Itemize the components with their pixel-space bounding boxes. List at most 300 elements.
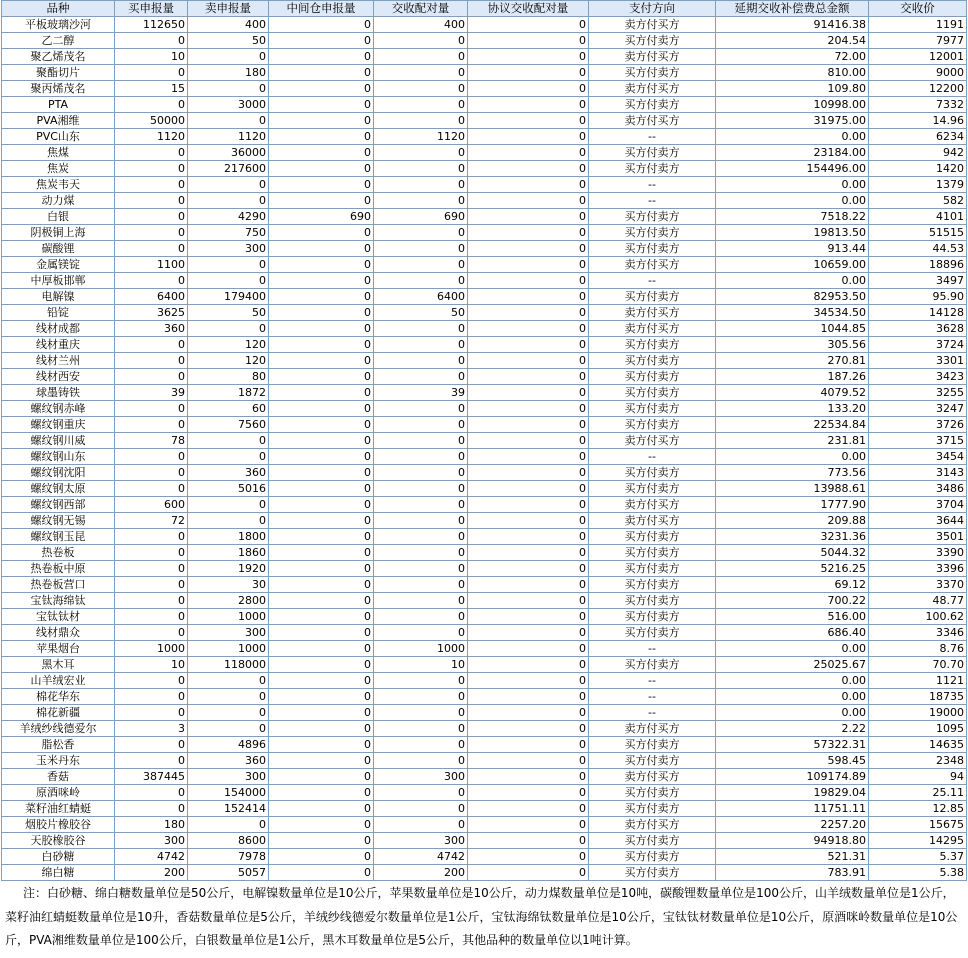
cell-intermediate-declared: 0 (269, 65, 374, 81)
cell-buy-declared: 0 (115, 177, 188, 193)
cell-agreement-matched-qty: 0 (468, 833, 589, 849)
cell-buy-declared: 0 (115, 449, 188, 465)
cell-delivery-price: 1191 (869, 17, 967, 33)
cell-variety: 焦炭 (2, 161, 115, 177)
table-row (2, 417, 967, 433)
cell-compensation-amount: 0.00 (716, 705, 869, 721)
cell-buy-declared: 0 (115, 33, 188, 49)
table-row (2, 657, 967, 673)
cell-agreement-matched-qty: 0 (468, 497, 589, 513)
cell-agreement-matched-qty: 0 (468, 737, 589, 753)
cell-intermediate-declared: 0 (269, 33, 374, 49)
cell-sell-declared: 120 (188, 353, 269, 369)
table-row (2, 529, 967, 545)
table-row (2, 241, 967, 257)
cell-sell-declared: 0 (188, 449, 269, 465)
cell-sell-declared: 217600 (188, 161, 269, 177)
cell-variety: 热卷板中原 (2, 561, 115, 577)
cell-variety: PVC山东 (2, 129, 115, 145)
cell-payment-direction: 卖方付买方 (589, 721, 716, 737)
cell-delivery-price: 95.90 (869, 289, 967, 305)
table-row (2, 449, 967, 465)
table-row (2, 33, 967, 49)
cell-compensation-amount: 5216.25 (716, 561, 869, 577)
cell-delivery-price: 7332 (869, 97, 967, 113)
cell-variety: 线材鼎众 (2, 625, 115, 641)
cell-payment-direction: 买方付卖方 (589, 33, 716, 49)
cell-compensation-amount: 700.22 (716, 593, 869, 609)
cell-payment-direction: -- (589, 177, 716, 193)
cell-compensation-amount: 783.91 (716, 865, 869, 881)
cell-variety: 线材西安 (2, 369, 115, 385)
cell-delivery-price: 3423 (869, 369, 967, 385)
cell-sell-declared: 0 (188, 113, 269, 129)
cell-intermediate-declared: 0 (269, 225, 374, 241)
cell-matched-qty: 0 (374, 417, 468, 433)
cell-sell-declared: 0 (188, 689, 269, 705)
cell-matched-qty: 0 (374, 113, 468, 129)
cell-variety: PVA湘维 (2, 113, 115, 129)
cell-payment-direction: 卖方付买方 (589, 497, 716, 513)
cell-matched-qty: 0 (374, 241, 468, 257)
cell-matched-qty: 0 (374, 609, 468, 625)
cell-variety: 螺纹钢川威 (2, 433, 115, 449)
cell-agreement-matched-qty: 0 (468, 593, 589, 609)
cell-sell-declared: 300 (188, 625, 269, 641)
cell-agreement-matched-qty: 0 (468, 369, 589, 385)
cell-variety: 螺纹钢赤峰 (2, 401, 115, 417)
cell-intermediate-declared: 0 (269, 641, 374, 657)
cell-matched-qty: 4742 (374, 849, 468, 865)
cell-compensation-amount: 109.80 (716, 81, 869, 97)
cell-agreement-matched-qty: 0 (468, 337, 589, 353)
cell-sell-declared: 5016 (188, 481, 269, 497)
cell-buy-declared: 360 (115, 321, 188, 337)
cell-buy-declared: 0 (115, 241, 188, 257)
cell-buy-declared: 0 (115, 529, 188, 545)
cell-matched-qty: 0 (374, 513, 468, 529)
cell-matched-qty: 0 (374, 753, 468, 769)
cell-payment-direction: 买方付卖方 (589, 145, 716, 161)
cell-compensation-amount: 0.00 (716, 273, 869, 289)
cell-variety: 阴极铜上海 (2, 225, 115, 241)
table-row (2, 481, 967, 497)
cell-variety: 热卷板营口 (2, 577, 115, 593)
cell-intermediate-declared: 0 (269, 769, 374, 785)
table-row (2, 593, 967, 609)
cell-payment-direction: 买方付卖方 (589, 481, 716, 497)
cell-buy-declared: 0 (115, 97, 188, 113)
cell-delivery-price: 3486 (869, 481, 967, 497)
cell-delivery-price: 1420 (869, 161, 967, 177)
cell-delivery-price: 3255 (869, 385, 967, 401)
table-row (2, 129, 967, 145)
cell-delivery-price: 3497 (869, 273, 967, 289)
cell-buy-declared: 0 (115, 417, 188, 433)
cell-matched-qty: 10 (374, 657, 468, 673)
cell-intermediate-declared: 0 (269, 385, 374, 401)
cell-delivery-price: 5.37 (869, 849, 967, 865)
table-row (2, 737, 967, 753)
cell-sell-declared: 300 (188, 769, 269, 785)
cell-variety: 线材兰州 (2, 353, 115, 369)
cell-delivery-price: 1121 (869, 673, 967, 689)
footnote: 注：白砂糖、绵白糖数量单位是50公斤，电解镍数量单位是10公斤，苹果数量单位是10公斤，动力煤数量单位是10吨，碳酸锂数量单位是100公斤，山羊绒数量单位是1公斤，菜籽油红蜻蜓数量单位是10升，香菇数量单位是5公斤，羊绒纱线德爱尔数量单位是1公斤，宝钛海绵钛数量单位是10公斤，宝钛钛材数量单位是10公斤，原酒咪岭数量单位是10公斤，PVA湘维数量单位是100公斤，白银数量单位是1公斤，黑木耳数量单位是5公斤，其他品种的数量单位以1吨计算。 (5, 886, 958, 947)
cell-compensation-amount: 11751.11 (716, 801, 869, 817)
cell-compensation-amount: 0.00 (716, 177, 869, 193)
header-agreement-matched-qty: 协议交收配对量 (468, 1, 589, 17)
cell-matched-qty: 0 (374, 337, 468, 353)
cell-compensation-amount: 109174.89 (716, 769, 869, 785)
cell-compensation-amount: 72.00 (716, 49, 869, 65)
cell-delivery-price: 3724 (869, 337, 967, 353)
cell-variety: PTA (2, 97, 115, 113)
cell-compensation-amount: 773.56 (716, 465, 869, 481)
cell-payment-direction: 买方付卖方 (589, 801, 716, 817)
header-intermediate-declared: 中间仓申报量 (269, 1, 374, 17)
cell-compensation-amount: 25025.67 (716, 657, 869, 673)
cell-sell-declared: 36000 (188, 145, 269, 161)
cell-buy-declared: 3625 (115, 305, 188, 321)
cell-sell-declared: 0 (188, 273, 269, 289)
cell-payment-direction: 卖方付买方 (589, 433, 716, 449)
cell-buy-declared: 0 (115, 209, 188, 225)
cell-intermediate-declared: 0 (269, 369, 374, 385)
cell-intermediate-declared: 0 (269, 449, 374, 465)
cell-agreement-matched-qty: 0 (468, 561, 589, 577)
cell-payment-direction: 卖方付买方 (589, 305, 716, 321)
cell-intermediate-declared: 0 (269, 705, 374, 721)
table-row (2, 865, 967, 881)
cell-buy-declared: 0 (115, 753, 188, 769)
cell-intermediate-declared: 0 (269, 513, 374, 529)
cell-delivery-price: 1095 (869, 721, 967, 737)
cell-matched-qty: 0 (374, 433, 468, 449)
cell-payment-direction: 买方付卖方 (589, 97, 716, 113)
cell-payment-direction: 买方付卖方 (589, 785, 716, 801)
cell-compensation-amount: 521.31 (716, 849, 869, 865)
cell-variety: 羊绒纱线德爱尔 (2, 721, 115, 737)
cell-variety: 电解镍 (2, 289, 115, 305)
cell-buy-declared: 10 (115, 657, 188, 673)
header-buy-declared: 买申报量 (115, 1, 188, 17)
cell-compensation-amount: 133.20 (716, 401, 869, 417)
cell-matched-qty: 39 (374, 385, 468, 401)
cell-matched-qty: 50 (374, 305, 468, 321)
cell-agreement-matched-qty: 0 (468, 673, 589, 689)
table-row (2, 545, 967, 561)
cell-buy-declared: 72 (115, 513, 188, 529)
cell-agreement-matched-qty: 0 (468, 225, 589, 241)
cell-compensation-amount: 598.45 (716, 753, 869, 769)
cell-sell-declared: 360 (188, 753, 269, 769)
cell-variety: 螺纹钢西部 (2, 497, 115, 513)
cell-variety: 白银 (2, 209, 115, 225)
cell-variety: 原酒咪岭 (2, 785, 115, 801)
cell-agreement-matched-qty: 0 (468, 17, 589, 33)
cell-buy-declared: 0 (115, 481, 188, 497)
cell-intermediate-declared: 0 (269, 353, 374, 369)
cell-variety: 宝钛海绵钛 (2, 593, 115, 609)
cell-matched-qty: 0 (374, 49, 468, 65)
cell-matched-qty: 0 (374, 705, 468, 721)
cell-agreement-matched-qty: 0 (468, 417, 589, 433)
table-row (2, 177, 967, 193)
cell-compensation-amount: 94918.80 (716, 833, 869, 849)
cell-intermediate-declared: 0 (269, 289, 374, 305)
delivery-table (1, 0, 967, 881)
cell-compensation-amount: 0.00 (716, 689, 869, 705)
cell-sell-declared: 1872 (188, 385, 269, 401)
cell-delivery-price: 14.96 (869, 113, 967, 129)
cell-compensation-amount: 31975.00 (716, 113, 869, 129)
cell-agreement-matched-qty: 0 (468, 161, 589, 177)
cell-sell-declared: 152414 (188, 801, 269, 817)
cell-compensation-amount: 686.40 (716, 625, 869, 641)
cell-sell-declared: 4896 (188, 737, 269, 753)
cell-delivery-price: 3247 (869, 401, 967, 417)
cell-payment-direction: 卖方付买方 (589, 321, 716, 337)
cell-buy-declared: 0 (115, 465, 188, 481)
cell-variety: 金属镁锭 (2, 257, 115, 273)
cell-delivery-price: 9000 (869, 65, 967, 81)
cell-buy-declared: 0 (115, 561, 188, 577)
cell-matched-qty: 0 (374, 369, 468, 385)
cell-sell-declared: 80 (188, 369, 269, 385)
cell-intermediate-declared: 0 (269, 81, 374, 97)
table-row (2, 817, 967, 833)
cell-buy-declared: 112650 (115, 17, 188, 33)
cell-matched-qty: 0 (374, 177, 468, 193)
table-row (2, 753, 967, 769)
cell-matched-qty: 400 (374, 17, 468, 33)
cell-compensation-amount: 810.00 (716, 65, 869, 81)
cell-delivery-price: 6234 (869, 129, 967, 145)
cell-delivery-price: 582 (869, 193, 967, 209)
cell-payment-direction: 买方付卖方 (589, 225, 716, 241)
cell-buy-declared: 0 (115, 577, 188, 593)
cell-variety: 白砂糖 (2, 849, 115, 865)
cell-buy-declared: 0 (115, 785, 188, 801)
cell-intermediate-declared: 0 (269, 721, 374, 737)
cell-intermediate-declared: 0 (269, 481, 374, 497)
cell-payment-direction: 买方付卖方 (589, 609, 716, 625)
cell-sell-declared: 0 (188, 433, 269, 449)
table-row (2, 721, 967, 737)
cell-variety: 乙二醇 (2, 33, 115, 49)
table-row (2, 145, 967, 161)
cell-variety: 棉花新疆 (2, 705, 115, 721)
table-row (2, 209, 967, 225)
cell-matched-qty: 1120 (374, 129, 468, 145)
cell-matched-qty: 0 (374, 481, 468, 497)
cell-payment-direction: 买方付卖方 (589, 401, 716, 417)
cell-agreement-matched-qty: 0 (468, 97, 589, 113)
table-row (2, 833, 967, 849)
cell-payment-direction: 买方付卖方 (589, 833, 716, 849)
cell-delivery-price: 18735 (869, 689, 967, 705)
cell-compensation-amount: 34534.50 (716, 305, 869, 321)
cell-buy-declared: 3 (115, 721, 188, 737)
cell-delivery-price: 3370 (869, 577, 967, 593)
cell-compensation-amount: 204.54 (716, 33, 869, 49)
cell-matched-qty: 0 (374, 497, 468, 513)
cell-intermediate-declared: 0 (269, 161, 374, 177)
cell-variety: 螺纹钢沈阳 (2, 465, 115, 481)
cell-delivery-price: 3143 (869, 465, 967, 481)
cell-matched-qty: 6400 (374, 289, 468, 305)
cell-variety: 黑木耳 (2, 657, 115, 673)
cell-intermediate-declared: 0 (269, 177, 374, 193)
cell-matched-qty: 0 (374, 529, 468, 545)
cell-buy-declared: 1000 (115, 641, 188, 657)
table-row (2, 849, 967, 865)
cell-payment-direction: 买方付卖方 (589, 593, 716, 609)
cell-delivery-price: 5.38 (869, 865, 967, 881)
cell-sell-declared: 4290 (188, 209, 269, 225)
cell-compensation-amount: 7518.22 (716, 209, 869, 225)
cell-sell-declared: 400 (188, 17, 269, 33)
cell-buy-declared: 1120 (115, 129, 188, 145)
cell-agreement-matched-qty: 0 (468, 785, 589, 801)
cell-intermediate-declared: 0 (269, 609, 374, 625)
cell-payment-direction: 卖方付买方 (589, 49, 716, 65)
cell-compensation-amount: 154496.00 (716, 161, 869, 177)
cell-compensation-amount: 1777.90 (716, 497, 869, 513)
cell-compensation-amount: 10998.00 (716, 97, 869, 113)
cell-payment-direction: 买方付卖方 (589, 865, 716, 881)
cell-intermediate-declared: 0 (269, 257, 374, 273)
cell-buy-declared: 4742 (115, 849, 188, 865)
cell-payment-direction: 买方付卖方 (589, 737, 716, 753)
cell-delivery-price: 3628 (869, 321, 967, 337)
cell-variety: 中厚板邯郸 (2, 273, 115, 289)
table-row (2, 689, 967, 705)
cell-agreement-matched-qty: 0 (468, 801, 589, 817)
cell-buy-declared: 0 (115, 673, 188, 689)
cell-delivery-price: 3301 (869, 353, 967, 369)
table-row (2, 193, 967, 209)
cell-intermediate-declared: 690 (269, 209, 374, 225)
cell-buy-declared: 0 (115, 689, 188, 705)
cell-variety: 动力煤 (2, 193, 115, 209)
cell-compensation-amount: 13988.61 (716, 481, 869, 497)
cell-variety: 聚丙烯茂名 (2, 81, 115, 97)
cell-buy-declared: 50000 (115, 113, 188, 129)
cell-matched-qty: 690 (374, 209, 468, 225)
cell-delivery-price: 3644 (869, 513, 967, 529)
cell-agreement-matched-qty: 0 (468, 449, 589, 465)
table-row (2, 401, 967, 417)
table-row (2, 289, 967, 305)
cell-agreement-matched-qty: 0 (468, 401, 589, 417)
cell-intermediate-declared: 0 (269, 817, 374, 833)
cell-intermediate-declared: 0 (269, 433, 374, 449)
cell-compensation-amount: 5044.32 (716, 545, 869, 561)
cell-delivery-price: 8.76 (869, 641, 967, 657)
cell-intermediate-declared: 0 (269, 321, 374, 337)
cell-payment-direction: 买方付卖方 (589, 545, 716, 561)
cell-sell-declared: 360 (188, 465, 269, 481)
cell-matched-qty: 300 (374, 833, 468, 849)
cell-matched-qty: 0 (374, 561, 468, 577)
cell-buy-declared: 0 (115, 401, 188, 417)
cell-agreement-matched-qty: 0 (468, 49, 589, 65)
cell-compensation-amount: 2257.20 (716, 817, 869, 833)
table-row (2, 625, 967, 641)
cell-agreement-matched-qty: 0 (468, 769, 589, 785)
cell-sell-declared: 1120 (188, 129, 269, 145)
cell-agreement-matched-qty: 0 (468, 65, 589, 81)
cell-intermediate-declared: 0 (269, 337, 374, 353)
cell-compensation-amount: 1044.85 (716, 321, 869, 337)
cell-matched-qty: 0 (374, 689, 468, 705)
cell-buy-declared: 0 (115, 273, 188, 289)
cell-compensation-amount: 0.00 (716, 641, 869, 657)
cell-compensation-amount: 69.12 (716, 577, 869, 593)
cell-agreement-matched-qty: 0 (468, 641, 589, 657)
cell-buy-declared: 0 (115, 609, 188, 625)
cell-variety: 螺纹钢玉昆 (2, 529, 115, 545)
cell-matched-qty: 0 (374, 33, 468, 49)
cell-delivery-price: 7977 (869, 33, 967, 49)
cell-agreement-matched-qty: 0 (468, 257, 589, 273)
header-matched-qty: 交收配对量 (374, 1, 468, 17)
table-row (2, 49, 967, 65)
cell-agreement-matched-qty: 0 (468, 545, 589, 561)
cell-delivery-price: 94 (869, 769, 967, 785)
cell-delivery-price: 3704 (869, 497, 967, 513)
cell-buy-declared: 0 (115, 337, 188, 353)
cell-compensation-amount: 209.88 (716, 513, 869, 529)
cell-buy-declared: 39 (115, 385, 188, 401)
cell-matched-qty: 0 (374, 801, 468, 817)
table-row (2, 785, 967, 801)
cell-matched-qty: 0 (374, 577, 468, 593)
cell-payment-direction: 买方付卖方 (589, 209, 716, 225)
cell-variety: 螺纹钢太原 (2, 481, 115, 497)
table-row (2, 385, 967, 401)
cell-agreement-matched-qty: 0 (468, 289, 589, 305)
cell-delivery-price: 1379 (869, 177, 967, 193)
cell-buy-declared: 15 (115, 81, 188, 97)
cell-sell-declared: 60 (188, 401, 269, 417)
cell-sell-declared: 5057 (188, 865, 269, 881)
cell-compensation-amount: 2.22 (716, 721, 869, 737)
cell-intermediate-declared: 0 (269, 401, 374, 417)
cell-payment-direction: 买方付卖方 (589, 417, 716, 433)
cell-compensation-amount: 913.44 (716, 241, 869, 257)
cell-payment-direction: 买方付卖方 (589, 577, 716, 593)
header-compensation-amount: 延期交收补偿费总金额 (716, 1, 869, 17)
cell-delivery-price: 51515 (869, 225, 967, 241)
cell-compensation-amount: 0.00 (716, 673, 869, 689)
cell-buy-declared: 300 (115, 833, 188, 849)
cell-agreement-matched-qty: 0 (468, 321, 589, 337)
cell-matched-qty: 0 (374, 321, 468, 337)
cell-delivery-price: 14635 (869, 737, 967, 753)
cell-delivery-price: 15675 (869, 817, 967, 833)
cell-payment-direction: -- (589, 129, 716, 145)
cell-delivery-price: 44.53 (869, 241, 967, 257)
cell-sell-declared: 7978 (188, 849, 269, 865)
cell-matched-qty: 0 (374, 625, 468, 641)
cell-buy-declared: 387445 (115, 769, 188, 785)
cell-variety: 玉米丹东 (2, 753, 115, 769)
cell-payment-direction: -- (589, 641, 716, 657)
cell-variety: 平板玻璃沙河 (2, 17, 115, 33)
cell-matched-qty: 0 (374, 785, 468, 801)
